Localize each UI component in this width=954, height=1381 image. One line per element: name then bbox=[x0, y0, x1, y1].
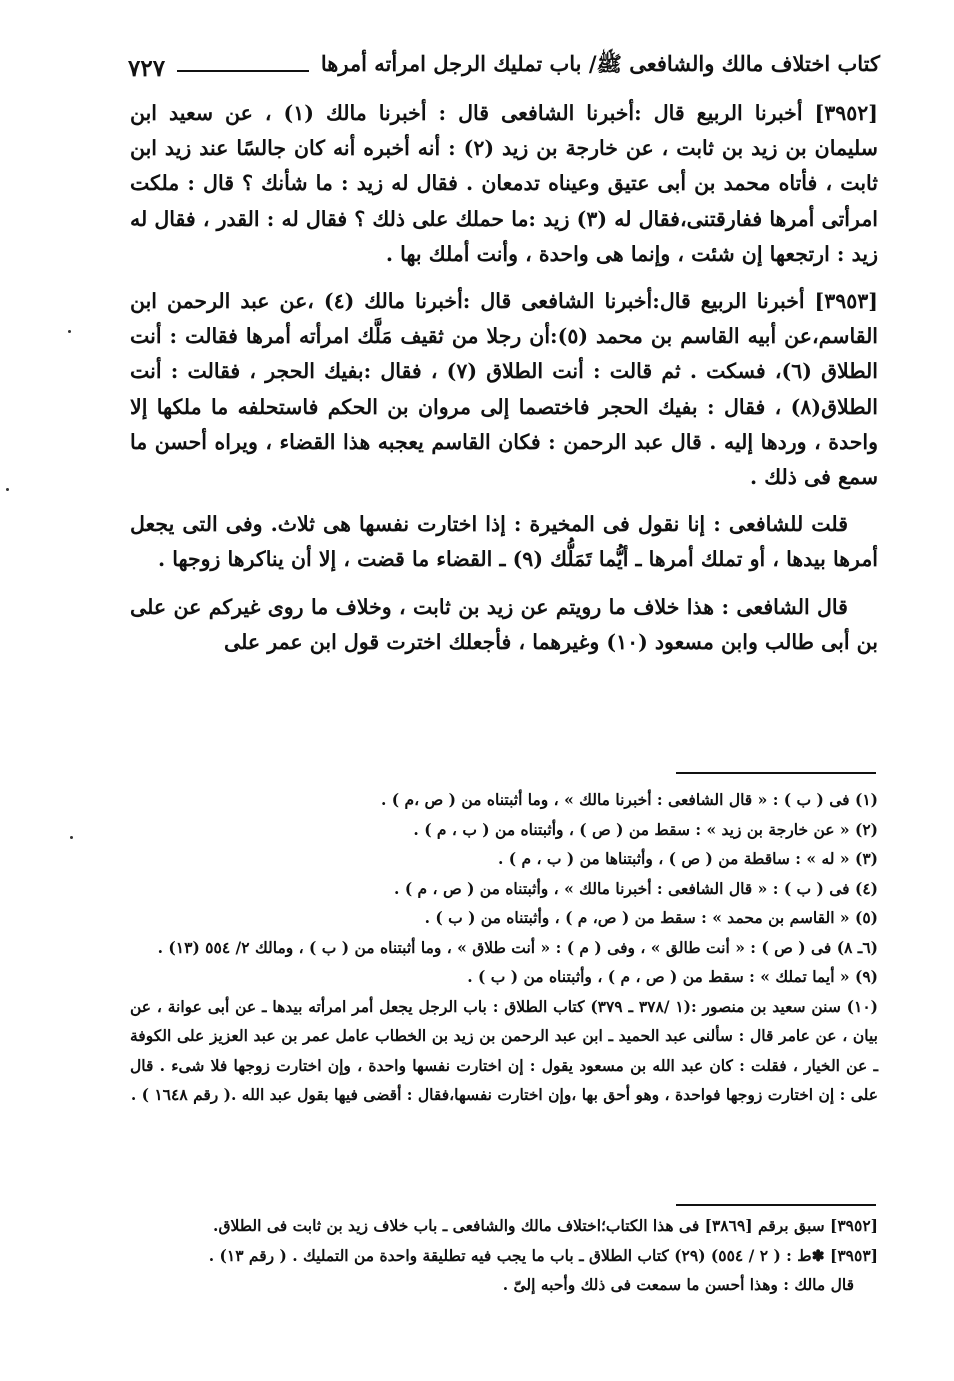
page-header bbox=[128, 48, 880, 82]
reference-line: قال مالك : وهذا أحسن ما سمعت فى ذلك وأحبه إلىّ . bbox=[502, 1275, 854, 1294]
footnotes bbox=[130, 785, 878, 1110]
scan-speck bbox=[6, 488, 9, 491]
footnote: (٤) فى ( ب ) : « قال الشافعى : أخبرنا مالك » ، وأثبتناه من ( ص ، م ) . bbox=[394, 878, 878, 898]
footnote-divider bbox=[676, 772, 876, 774]
paragraph-question bbox=[130, 507, 878, 577]
references-divider bbox=[676, 1204, 876, 1206]
paragraph-3952 bbox=[130, 96, 878, 272]
scan-speck bbox=[70, 836, 73, 839]
speaker-label: قال الشافعى : bbox=[721, 594, 848, 619]
footnote: (١) فى ( ب ) : « قال الشافعى : أخبرنا مالك » ، وما أثبتناه من ( ص ،م ) . bbox=[381, 790, 878, 809]
footnote: (٥) « القاسم بن محمد » : سقط من ( ص، م ) ، وأثبتناه من ( ب ) . bbox=[424, 908, 878, 927]
header-title: كتاب اختلاف مالك والشافعى ﷺ/ باب تمليك الرجل امرأته أمرها bbox=[320, 51, 880, 76]
footnote: (٣) « له » : ساقطة من ( ص ) ، وأثبتناها من ( ب ، م ) . bbox=[497, 849, 878, 868]
hadith-references bbox=[130, 1211, 878, 1300]
footnote: (٢) « عن خارجة بن زيد » : سقط من ( ص ) ، وأثبتناه من ( ب ، م ) . bbox=[413, 819, 878, 839]
footnote: (١٠) سنن سعيد بن منصور :(١ /٣٧٨ ـ ٣٧٩) كتاب الطلاق : باب الرجل يجعل أمر امرأته بيدها ـ عن أبى عوانة ، عن بيان ، عن عامر قال : سألنى عبد الحميد ـ ابن عبد الرحمن بن زيد بن الخطاب عامل عمر بن عبد العزيز على الكوفة ـ عن الخيار ، فقلت : كان عبد الله بن مسعود يقول : إن اختارت نفسها واحدة ، وإن اختارت زوجها فلا شىء . قال على : إن اختارت زوجها فواحدة ، وهو أحق بها ،وإن اختارت نفسها،فقال : أقضى فيها بقول عبد الله .( رقم ١٦٤٨ ) . bbox=[130, 996, 878, 1104]
paragraph-text: أخبرنا الربيع قال:أخبرنا الشافعى قال :أخبرنا مالك (٤) ،عن عبد الرحمن ابن القاسم،عن أبيه القاسم بن محمد (٥):أن رجلا من ثقيف مَلَّك امرأته أمرها فقالت : أنت الطلاق (٦)، فسكت . ثم قالت : أنت الطلاق (٧) ، فقال :بفيك الحجر ، فقالت : أنت الطلاق(٨) ، فقال : بفيك الحجر فاختصما إلى مروان بن الحكم فاستحلفه ما ملكها إلا واحدة ، وردها إليه . قال عبد الرحمن : فكان القاسم يعجبه هذا القضاء ، ويراه أحسن ما سمع فى ذلك . bbox=[130, 289, 879, 490]
footnote: (٩) « أيما تملك » : سقط من ( ص ، م ) ، وأثبتناه من ( ب ) . bbox=[467, 967, 878, 986]
hadith-number: [٣٩٥٣] bbox=[814, 289, 878, 314]
paragraph-answer bbox=[130, 590, 878, 660]
paragraph-text: قلت للشافعى : إنا نقول فى المخيرة : إذا اختارت نفسها هى ثلاث. وفى التى يجعل أمرها بيدها ، أو تملك أمرها ـ أيُّما تَمَلُّك (٩) ـ القضاء ما قضت ، إلا أن يناكرها زوجها . bbox=[130, 512, 878, 572]
paragraph-text: أخبرنا الربيع قال :أخبرنا الشافعى قال : أخبرنا مالك (١) ، عن سعيد ابن سليمان بن زيد بن ثابت ، عن خارجة بن زيد (٢) : أنه أخبره أنه كان جالسًا عند زيد ابن ثابت ، فأتاه محمد بن أبى عتيق وعيناه تدمعان . فقال له زيد : ما شأنك ؟ قال : ملكت امرأتى أمرها ففارقتنى،فقال له (٣) زيد :ما حملك على ذلك ؟ فقال له : القدر ، فقال له زيد : ارتجعها إن شئت ، وإنما هى واحدة ، وأنت أملك بها . bbox=[130, 101, 878, 266]
footnote: (٦ـ ٨) فى ( ص ) : « أنت طالق » ، وفى ( م ) : « أنت طلاق » ، وما أثبتناه من ( ب ) ، ومالك ٢/ ٥٥٤ (١٣) . bbox=[157, 937, 878, 957]
header-rule bbox=[177, 70, 309, 72]
page-number: ٧٢٧ bbox=[128, 55, 166, 82]
paragraph-3953 bbox=[130, 284, 878, 495]
scan-speck bbox=[68, 330, 71, 333]
main-text bbox=[130, 96, 878, 672]
hadith-number: [٣٩٥٢] bbox=[814, 101, 878, 125]
reference-line: [٣٩٥٣] ✽ط : ( ٢ / ٥٥٤) (٢٩) كتاب الطلاق ـ باب ما يجب فيه تطليقة واحدة من التمليك . ( رقم ١٣) . bbox=[208, 1245, 878, 1265]
reference-line: [٣٩٥٢] سبق برقم [٣٨٦٩] فى هذا الكتاب؛اختلاف مالك والشافعى ـ باب خلاف زيد بن ثابت فى الطلاق. bbox=[213, 1216, 878, 1235]
paragraph-text: هذا خلاف ما رويتم عن زيد بن ثابت ، وخلاف ما روى غيركم عن على بن أبى طالب وابن مسعود (١٠) وغيرهما ، فأجعلك اخترت قول ابن عمر على bbox=[130, 594, 878, 654]
